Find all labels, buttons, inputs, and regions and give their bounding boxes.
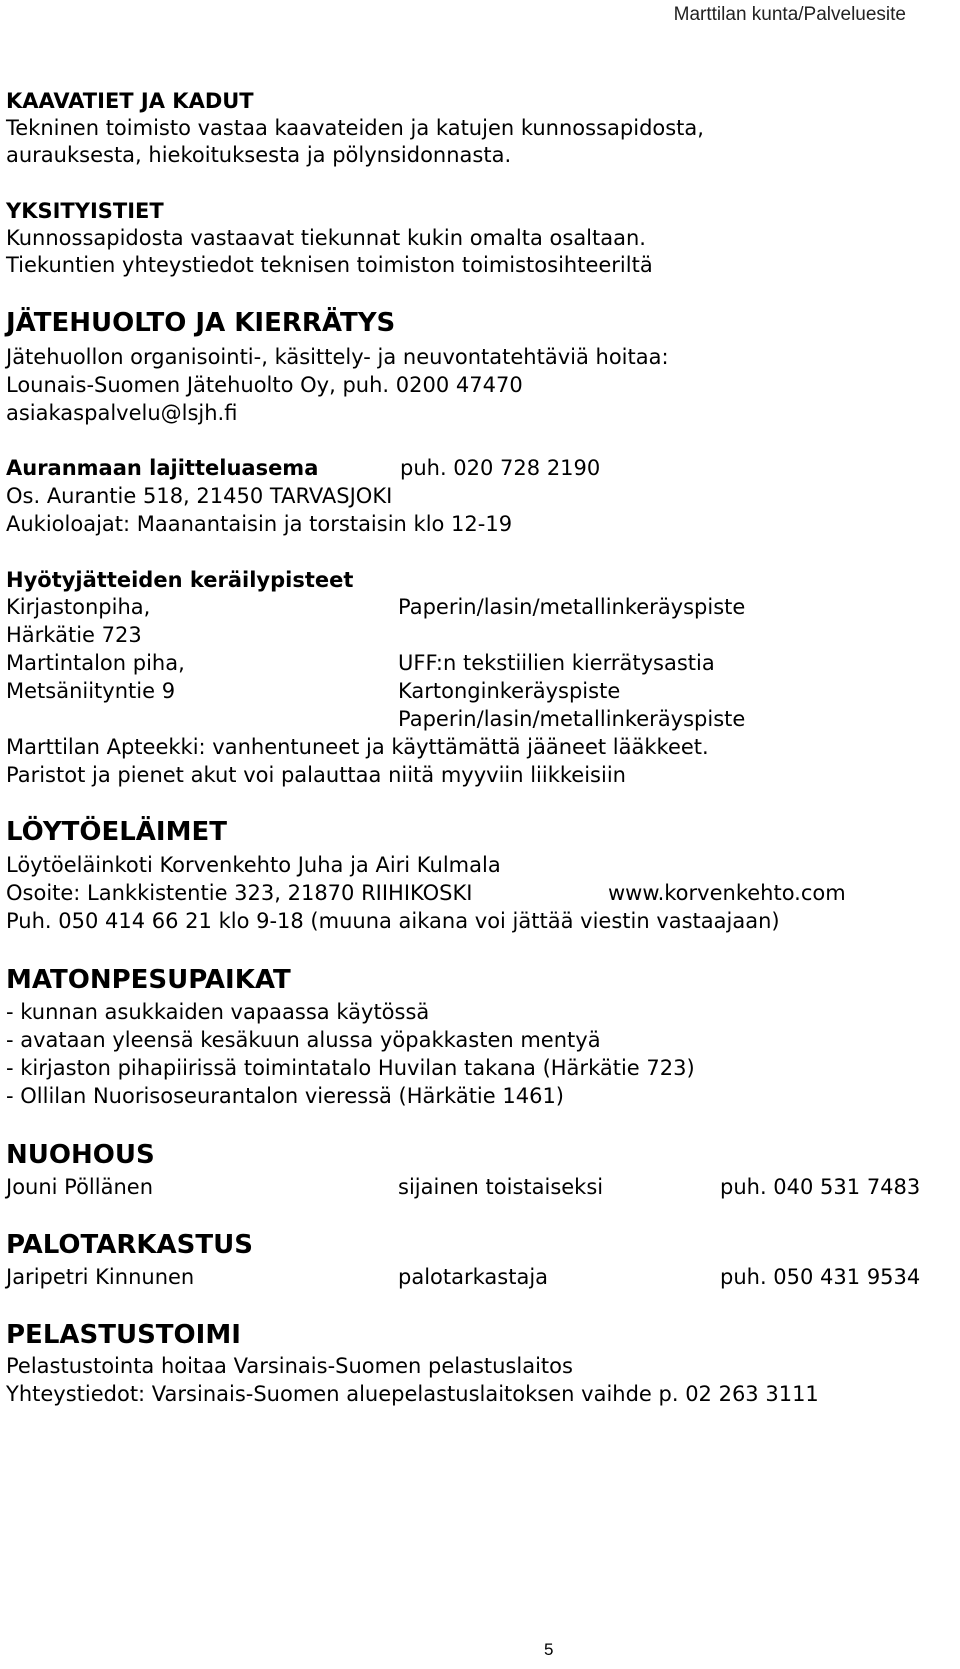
loytoelaimet-line-1: Löytöeläinkoti Korvenkehto Juha ja Airi Kulmala <box>6 853 501 877</box>
point-2-type-1: UFF:n tekstiilien kierrätysastia <box>398 651 715 675</box>
station-address: Os. Aurantie 518, 21450 TARVASJOKI <box>6 484 393 508</box>
jatehuolto-email: asiakaspalvelu@lsjh.fi <box>6 401 238 425</box>
nuohous-phone: puh. 040 531 7483 <box>720 1175 921 1199</box>
point-2-type-3: Paperin/lasin/metallinkeräyspiste <box>398 707 746 731</box>
section-heading-loytoelaimet: LÖYTÖELÄIMET <box>6 817 227 847</box>
nuohous-name: Jouni Pöllänen <box>6 1175 154 1199</box>
kaavatiet-line-1: Tekninen toimisto vastaa kaavateiden ja katujen kunnossapidosta, <box>6 116 704 140</box>
yksityistiet-line-2: Tiekuntien yhteystiedot teknisen toimiston toimistosihteeriltä <box>6 253 653 277</box>
matonpesu-item-3: - kirjaston pihapiirissä toimintatalo Huvilan takana (Härkätie 723) <box>6 1056 695 1080</box>
loytoelaimet-website: www.korvenkehto.com <box>608 881 846 905</box>
jatehuolto-line-1: Jätehuollon organisointi-, käsittely- ja neuvontatehtäviä hoitaa: <box>6 345 669 369</box>
point-1-type: Paperin/lasin/metallinkeräyspiste <box>398 595 746 619</box>
batteries-note: Paristot ja pienet akut voi palauttaa niitä myyviin liikkeisiin <box>6 763 626 787</box>
jatehuolto-line-2: Lounais-Suomen Jätehuolto Oy, puh. 0200 47470 <box>6 373 523 397</box>
pelastustoimi-line-2: Yhteystiedot: Varsinais-Suomen aluepelastuslaitoksen vaihde p. 02 263 3111 <box>6 1382 819 1406</box>
point-1-name: Kirjastonpiha, <box>6 595 151 619</box>
pelastustoimi-line-1: Pelastustointa hoitaa Varsinais-Suomen pelastuslaitos <box>6 1354 573 1378</box>
point-2-name: Martintalon piha, <box>6 651 185 675</box>
station-name: Auranmaan lajitteluasema <box>6 456 319 480</box>
page-number: 5 <box>544 1640 554 1659</box>
section-heading-nuohous: NUOHOUS <box>6 1140 155 1170</box>
collection-points-heading: Hyötyjätteiden keräilypisteet <box>6 568 354 592</box>
yksityistiet-line-1: Kunnossapidosta vastaavat tiekunnat kukin omalta osaltaan. <box>6 226 646 250</box>
station-phone: puh. 020 728 2190 <box>400 456 601 480</box>
nuohous-role: sijainen toistaiseksi <box>398 1175 604 1199</box>
section-heading-pelastustoimi: PELASTUSTOIMI <box>6 1320 241 1350</box>
page-header-title: Marttilan kunta/Palveluesite <box>673 4 906 25</box>
point-1-address: Härkätie 723 <box>6 623 142 647</box>
section-heading-yksityistiet: YKSITYISTIET <box>6 199 164 223</box>
point-2-address: Metsäniityntie 9 <box>6 679 176 703</box>
palotarkastus-role: palotarkastaja <box>398 1265 549 1289</box>
matonpesu-item-1: - kunnan asukkaiden vapaassa käytössä <box>6 1000 430 1024</box>
station-hours: Aukioloajat: Maanantaisin ja torstaisin klo 12-19 <box>6 512 513 536</box>
matonpesu-item-2: - avataan yleensä kesäkuun alussa yöpakkasten mentyä <box>6 1028 601 1052</box>
matonpesu-item-4: - Ollilan Nuorisoseurantalon vieressä (Härkätie 1461) <box>6 1084 564 1108</box>
pharmacy-note: Marttilan Apteekki: vanhentuneet ja käyttämättä jääneet lääkkeet. <box>6 735 709 759</box>
palotarkastus-name: Jaripetri Kinnunen <box>6 1265 195 1289</box>
section-heading-jatehuolto: JÄTEHUOLTO JA KIERRÄTYS <box>6 308 396 338</box>
kaavatiet-line-2: aurauksesta, hiekoituksesta ja pölynsidonnasta. <box>6 143 512 167</box>
palotarkastus-phone: puh. 050 431 9534 <box>720 1265 921 1289</box>
section-heading-matonpesu: MATONPESUPAIKAT <box>6 965 291 995</box>
point-2-type-2: Kartonginkeräyspiste <box>398 679 621 703</box>
loytoelaimet-address: Osoite: Lankkistentie 323, 21870 RIIHIKOSKI <box>6 881 473 905</box>
loytoelaimet-phone: Puh. 050 414 66 21 klo 9-18 (muuna aikana voi jättää viestin vastaajaan) <box>6 909 780 933</box>
section-heading-kaavatiet: KAAVATIET JA KADUT <box>6 89 254 113</box>
section-heading-palotarkastus: PALOTARKASTUS <box>6 1230 253 1260</box>
